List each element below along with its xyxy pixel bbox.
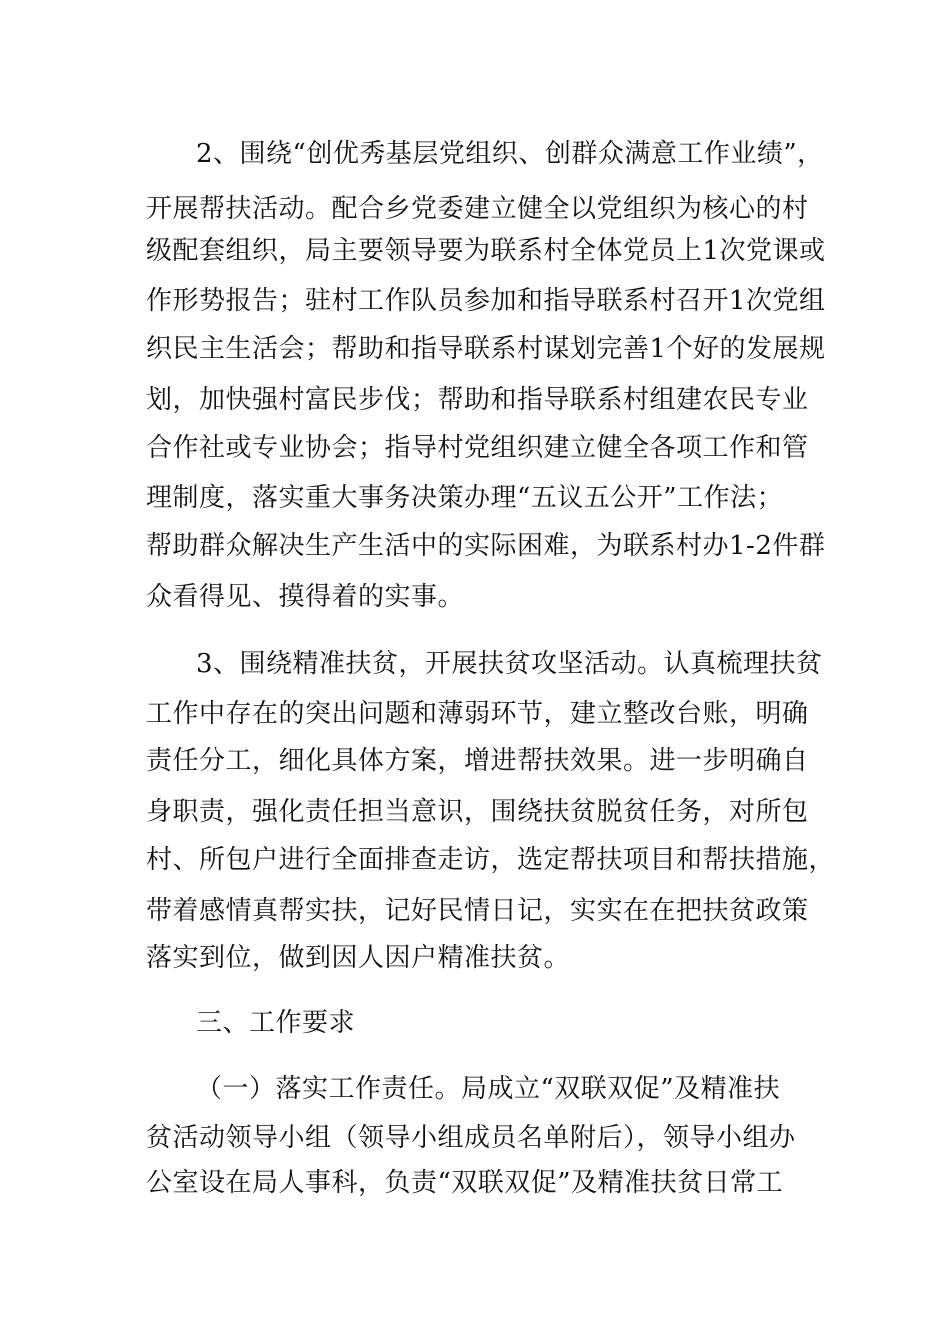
section-heading: 三、工作要求	[196, 1008, 356, 1038]
paragraph-2-line-2: 工作中存在的突出问题和薄弱环节，建立整改台账，明确	[146, 699, 809, 729]
paragraph-1-line-5: 织民主生活会；帮助和指导联系村谋划完善1个好的发展规	[146, 334, 826, 364]
paragraph-4-line-3: 公室设在局人事科，负责“双联双促”及精准扶贫日常工	[146, 1168, 784, 1198]
paragraph-2-line-3: 责任分工，细化具体方案，增进帮扶效果。进一步明确自	[146, 746, 809, 776]
paragraph-4-line-1: （一）落实工作责任。局成立“双联双促”及精准扶	[196, 1074, 781, 1104]
paragraph-1-line-2: 开展帮扶活动。配合乡党委建立健全以党组织为核心的村	[146, 194, 809, 224]
paragraph-1-line-3: 级配套组织，局主要领导要为联系村全体党员上1次党课或	[146, 236, 826, 266]
paragraph-1-line-10: 众看得见、摸得着的实事。	[146, 582, 465, 612]
paragraph-1-line-4: 作形势报告；驻村工作队员参加和指导联系村召开1次党组	[146, 286, 826, 316]
paragraph-1-line-6: 划，加快强村富民步伐；帮助和指导联系村组建农民专业	[146, 385, 809, 415]
paragraph-1-line-8: 理制度，落实重大事务决策办理“五议五公开”工作法；	[146, 483, 784, 513]
paragraph-2-line-5: 村、所包户进行全面排查走访，选定帮扶项目和帮扶措施，	[146, 845, 836, 875]
paragraph-2-line-7: 落实到位，做到因人因户精准扶贫。	[146, 943, 571, 973]
paragraph-2-line-6: 带着感情真帮实扶，记好民情日记，实实在在把扶贫政策	[146, 896, 809, 926]
paragraph-1-line-1: 2、围绕“创优秀基层党组织、创群众满意工作业绩”，	[196, 139, 824, 169]
paragraph-1-line-9: 帮助群众解决生产生活中的实际困难，为联系村办1-2件群	[146, 531, 826, 561]
paragraph-1-line-7: 合作社或专业协会；指导村党组织建立健全各项工作和管	[146, 433, 809, 463]
paragraph-2-line-1: 3、围绕精准扶贫，开展扶贫攻坚活动。认真梳理扶贫	[196, 649, 823, 679]
paragraph-2-line-4: 身职责，强化责任担当意识，围绕扶贫脱贫任务，对所包	[146, 797, 809, 827]
paragraph-4-line-2: 贫活动领导小组（领导小组成员名单附后），领导小组办	[146, 1123, 796, 1153]
